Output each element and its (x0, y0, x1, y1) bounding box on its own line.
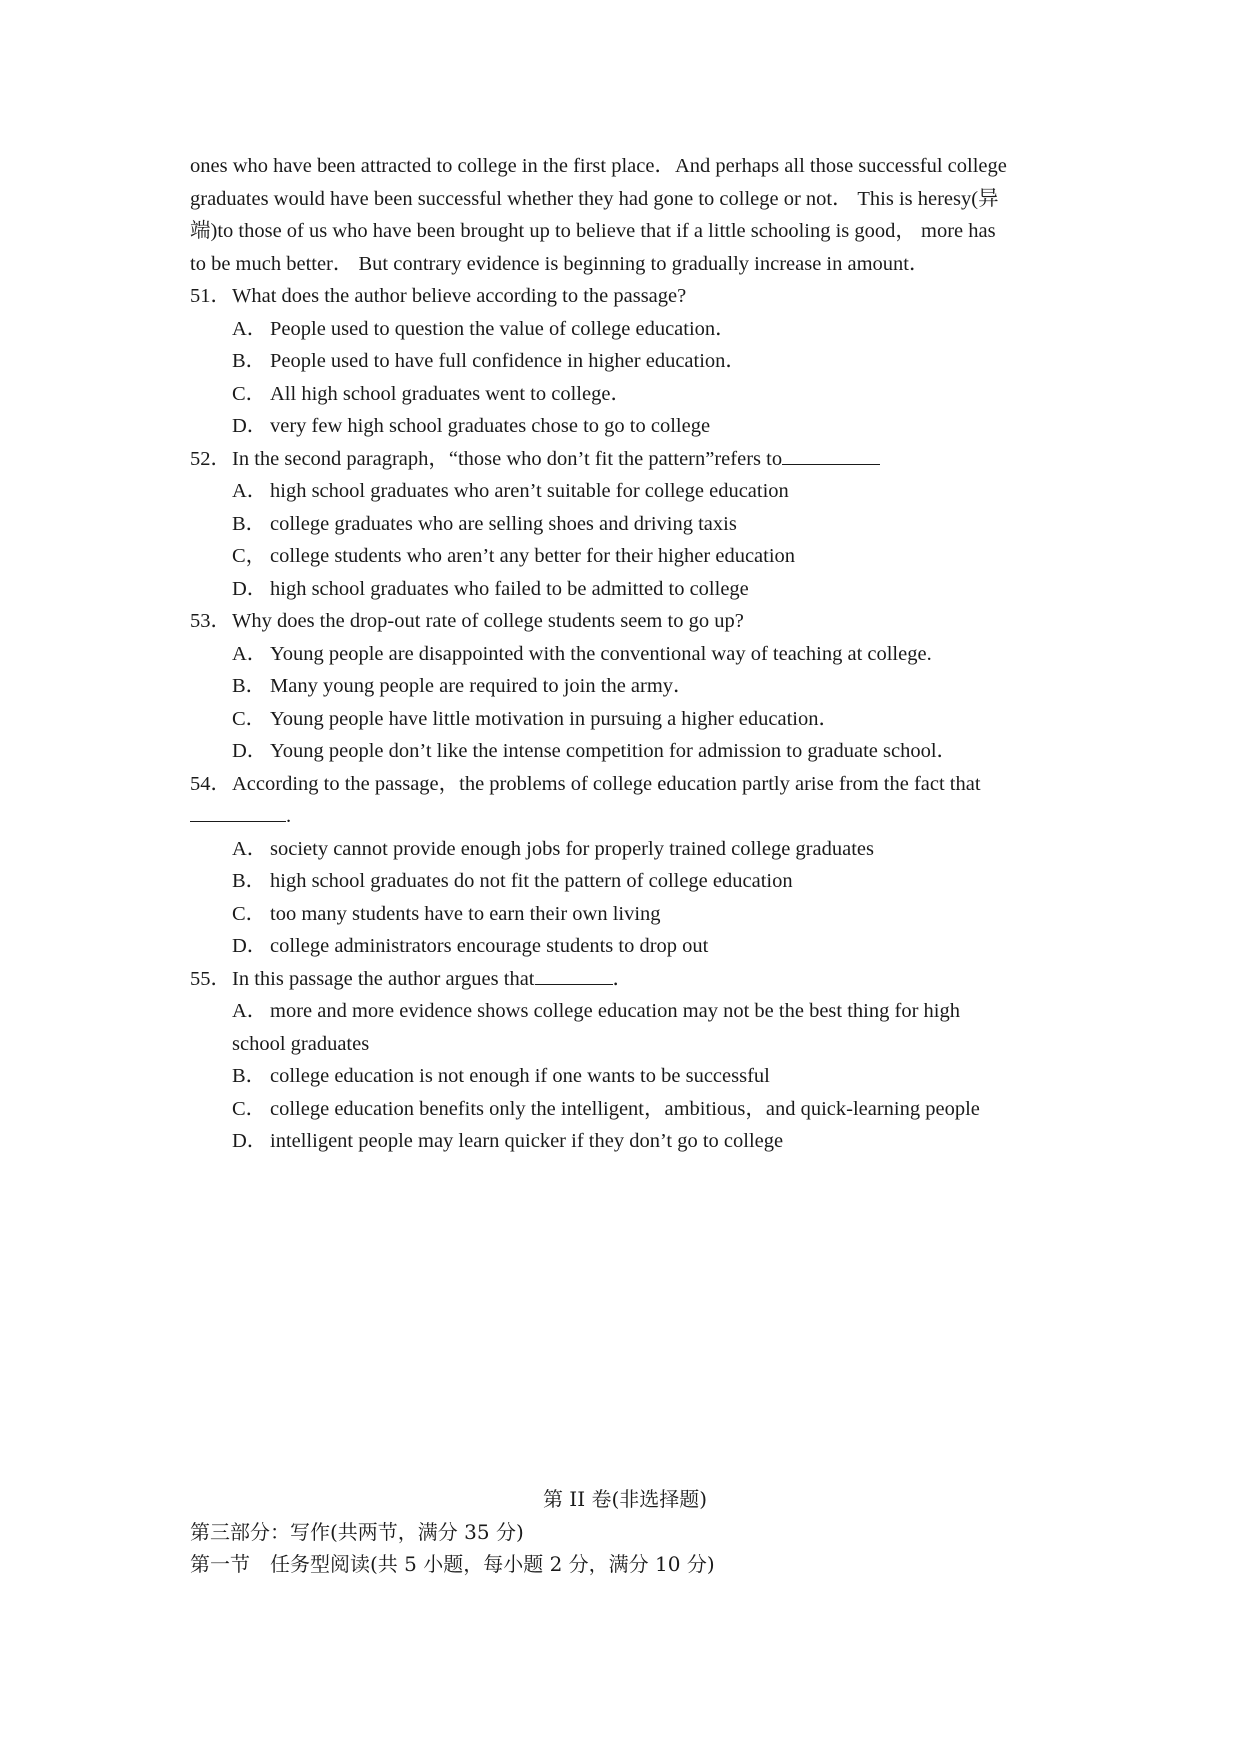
option-text: college education benefits only the intelligent，ambitious，and quick-learning people (270, 1097, 980, 1120)
option-c (190, 378, 1060, 411)
option-text: Young people don’t like the intense competition for admission to graduate school． (270, 740, 958, 762)
option-letter: B． (232, 1065, 267, 1087)
option-a (190, 475, 1060, 508)
option-text-continuation: school graduates (232, 1032, 370, 1055)
option-letter: C． (232, 902, 267, 925)
option-letter: C， (232, 545, 267, 567)
option-d (190, 735, 1060, 768)
option-letter: C． (232, 1097, 267, 1120)
option-d (190, 573, 1060, 606)
option-text: People used to question the value of college education． (270, 317, 736, 340)
option-letter: C． (232, 382, 267, 405)
option-letter: D． (232, 1130, 268, 1152)
stem-end-mark: ． (612, 967, 633, 990)
option-text: high school graduates who failed to be admitted to college (270, 577, 749, 600)
question-text: In the second paragraph，“those who don’t fit the pattern”refers to (232, 447, 783, 470)
option-text: too many students have to earn their own living (270, 902, 661, 925)
question-number: 54． (190, 772, 231, 795)
option-letter: A． (232, 837, 268, 860)
option-b (190, 865, 1060, 898)
question-number: 51． (190, 285, 231, 307)
question-text: What does the author believe according to the passage? (232, 285, 687, 307)
option-letter: B． (232, 350, 267, 372)
question-text: Why does the drop-out rate of college students seem to go up? (232, 610, 744, 632)
option-d (190, 930, 1060, 963)
option-text: college education is not enough if one wants to be successful (270, 1065, 770, 1087)
option-text: high school graduates do not fit the pattern of college education (270, 870, 793, 892)
question-text: In this passage the author argues that (232, 967, 535, 990)
passage-line: to be much better． But contrary evidence is beginning to gradually increase in amount． (190, 252, 930, 275)
option-letter: A． (232, 642, 268, 665)
volume-title: 第 II 卷(非选择题) (542, 1487, 708, 1511)
question-number: 55． (190, 967, 231, 990)
option-c (190, 703, 1060, 736)
question-55 (190, 963, 1060, 1158)
option-c (190, 540, 1060, 573)
part-title: 第三部分：写作(共两节，满分 35 分) (190, 1519, 524, 1544)
option-text: Young people have little motivation in pursuing a higher education． (270, 707, 839, 730)
answer-blank (190, 801, 286, 822)
option-d (190, 410, 1060, 443)
option-text: college graduates who are selling shoes and driving taxis (270, 512, 737, 535)
question-stem (190, 605, 1060, 638)
question-number: 52． (190, 447, 231, 470)
option-c (190, 898, 1060, 931)
question-54 (190, 768, 1060, 963)
question-stem (190, 768, 1060, 801)
option-letter: D． (232, 740, 268, 762)
option-letter: A． (232, 1000, 268, 1022)
option-letter: A． (232, 317, 268, 340)
answer-blank (782, 444, 880, 465)
option-a (190, 833, 1060, 866)
option-text: society cannot provide enough jobs for properly trained college graduates (270, 837, 874, 860)
option-c (190, 1093, 1060, 1126)
option-letter: D． (232, 935, 268, 957)
subsection-title: 第一节 任务型阅读(共 5 小题，每小题 2 分，满分 10 分) (190, 1552, 715, 1576)
option-text: Many young people are required to join the army． (270, 675, 694, 697)
option-b (190, 345, 1060, 378)
option-letter: C． (232, 707, 267, 730)
option-a (190, 995, 1060, 1060)
question-53 (190, 605, 1060, 768)
answer-blank (535, 964, 613, 985)
option-letter: A． (232, 480, 268, 502)
option-text: very few high school graduates chose to go to college (270, 415, 711, 437)
passage-line: 端)to those of us who have been brought up to believe that if a little schooling is good， more has (190, 220, 996, 242)
question-text: According to the passage，the problems of college education partly arise from the fact that (232, 772, 981, 795)
section-heading (190, 1483, 1060, 1581)
option-a (190, 638, 1060, 671)
passage-line: graduates would have been successful whether they had gone to college or not． This is heresy(异 (190, 187, 999, 210)
option-text: Young people are disappointed with the conventional way of teaching at college. (270, 642, 932, 665)
option-b (190, 670, 1060, 703)
question-stem (190, 280, 1060, 313)
option-text: All high school graduates went to college． (270, 382, 631, 405)
option-b (190, 508, 1060, 541)
option-letter: D． (232, 577, 268, 600)
passage-text (190, 150, 1060, 280)
option-text: more and more evidence shows college education may not be the best thing for high (270, 1000, 960, 1022)
option-letter: B． (232, 512, 267, 535)
option-d (190, 1125, 1060, 1158)
stem-end-mark: . (286, 805, 292, 827)
question-stem-continuation (190, 800, 1060, 833)
passage-line: ones who have been attracted to college in the first place．And perhaps all those successful college (190, 155, 1007, 177)
exam-page (190, 150, 1060, 1158)
option-a (190, 313, 1060, 346)
question-number: 53． (190, 610, 231, 632)
option-letter: D． (232, 415, 268, 437)
question-stem (190, 963, 1060, 996)
question-52 (190, 443, 1060, 606)
option-text: People used to have full confidence in higher education． (270, 350, 746, 372)
option-text: high school graduates who aren’t suitable for college education (270, 480, 789, 502)
option-text: intelligent people may learn quicker if they don’t go to college (270, 1130, 784, 1152)
option-text: college administrators encourage students to drop out (270, 935, 709, 957)
option-text: college students who aren’t any better for their higher education (270, 545, 796, 567)
option-b (190, 1060, 1060, 1093)
option-letter: B． (232, 870, 267, 892)
option-letter: B． (232, 675, 267, 697)
question-stem (190, 443, 1060, 476)
question-51 (190, 280, 1060, 443)
